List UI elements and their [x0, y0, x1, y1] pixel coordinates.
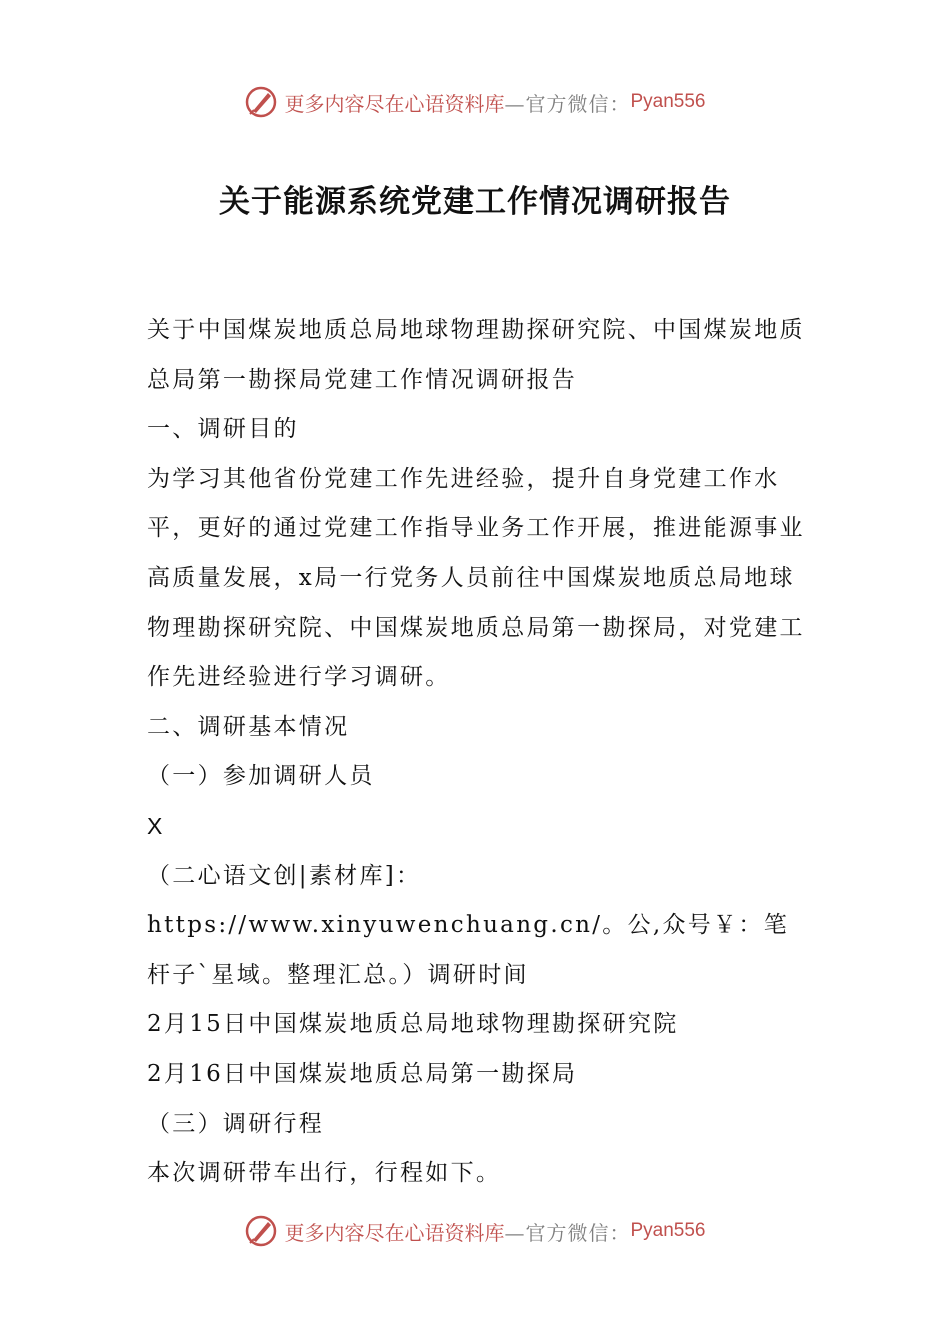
- paragraph-itinerary: 本次调研带车出行，行程如下。: [147, 1160, 502, 1187]
- watermark-brand: 更多内容尽在心语资料库: [284, 1220, 505, 1245]
- paragraph-source-note: （二心语文创|素材库]：https://www.xinyuwenchuang.cn/。公,众号￥：笔杆子`星域。整理汇总。）调研时间: [147, 862, 789, 988]
- paragraph-intro: 关于中国煤炭地质总局地球物理勘探研究院、中国煤炭地质总局第一勘探局党建工作情况调研报告: [147, 317, 805, 393]
- document-body: [147, 306, 810, 1199]
- watermark-official-label: —官方微信：: [504, 91, 631, 116]
- pen-logo-icon: [244, 85, 278, 119]
- heading-purpose: 一、调研目的: [147, 416, 299, 443]
- schedule-day-2: 2月16日中国煤炭地质总局第一勘探局: [147, 1060, 578, 1087]
- watermark-contact: Pyan556: [630, 91, 706, 112]
- watermark-brand: 更多内容尽在心语资料库: [284, 91, 505, 116]
- heading-basic-info: 二、调研基本情况: [147, 713, 350, 740]
- pen-logo-icon: [244, 1214, 278, 1248]
- participants-value: X: [147, 812, 163, 839]
- document-title: 关于能源系统党建工作情况调研报告: [219, 184, 731, 220]
- subheading-participants: （一）参加调研人员: [147, 763, 375, 790]
- footer-watermark: [0, 1211, 950, 1251]
- watermark-official-label: —官方微信：: [504, 1220, 631, 1245]
- schedule-day-1: 2月15日中国煤炭地质总局地球物理勘探研究院: [147, 1011, 679, 1038]
- subheading-itinerary: （三）调研行程: [147, 1110, 325, 1137]
- paragraph-purpose: 为学习其他省份党建工作先进经验，提升自身党建工作水平，更好的通过党建工作指导业务工作开展，推进能源事业高质量发展，x局一行党务人员前往中国煤炭地质总局地球物理勘探研究院、中国煤炭地质总局第一勘探局，对党建工作先进经验进行学习调研。: [147, 465, 805, 691]
- header-watermark: [0, 82, 950, 122]
- watermark-contact: Pyan556: [630, 1220, 706, 1241]
